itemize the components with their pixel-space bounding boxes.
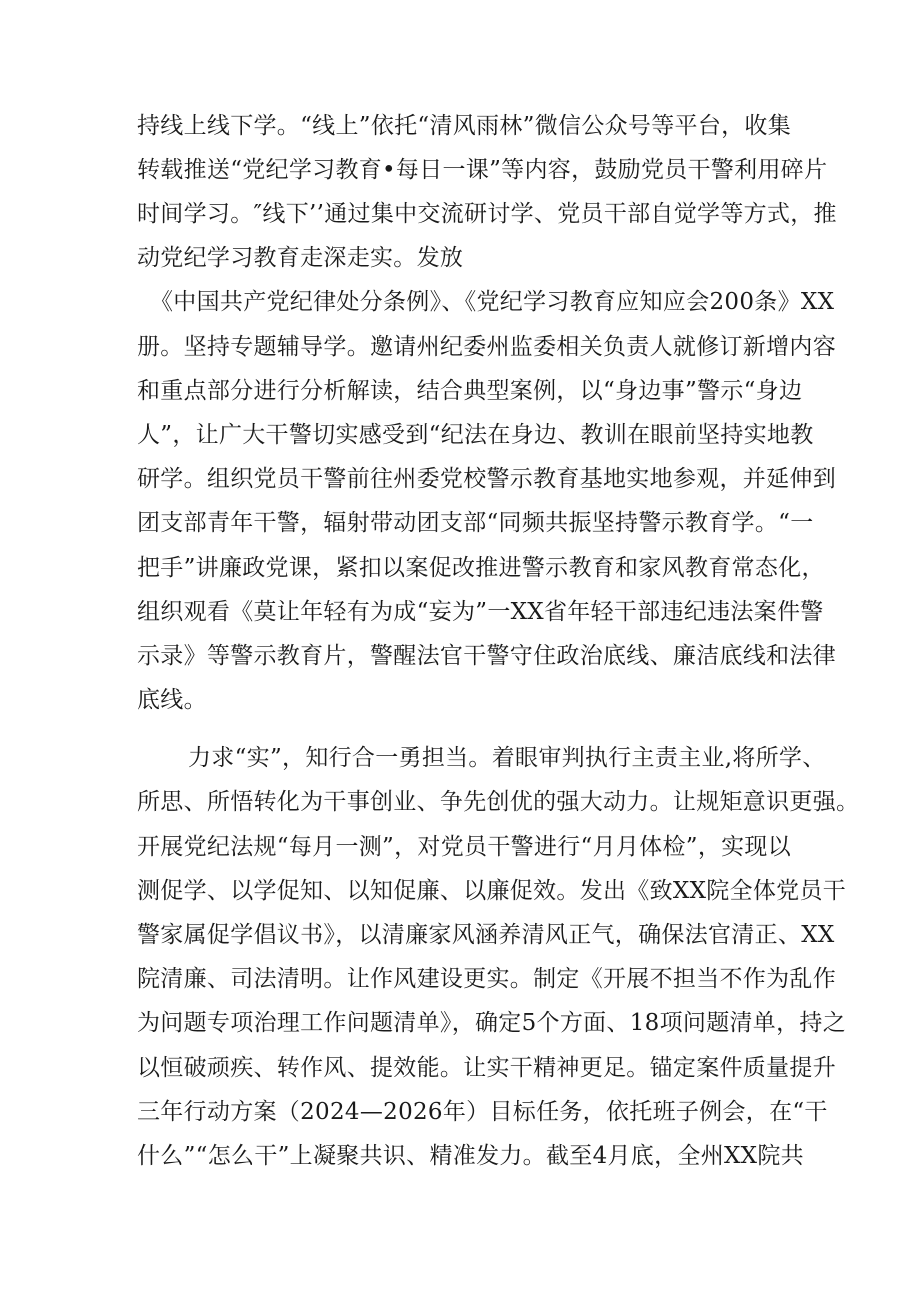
text-line: 转载推送“党纪学习教育•每日一课”等内容，鼓励党员干警利用碎片 bbox=[137, 157, 828, 183]
text-line: 院清廉、司法清明。让作风建设更实。制定《开展不担当不作为乱作 bbox=[137, 966, 836, 992]
text-line: 测促学、以学促知、以知促廉、以廉促效。发出《致XX院全体党员干 bbox=[137, 878, 847, 904]
text-line: 动党纪学习教育走深走实。发放 bbox=[137, 245, 464, 271]
text-line: 组织观看《莫让年轻有为成“妄为”一XX省年轻干部违纪违法案件警 bbox=[137, 599, 824, 625]
text-line: 团支部青年干警，辐射带动团支部“同频共振坚持警示教育学。“一 bbox=[137, 510, 814, 536]
text-line: 研学。组织党员干警前往州委党校警示教育基地实地参观，并延伸到 bbox=[137, 466, 836, 492]
text-line: 三年行动方案（2024—2026年）目标任务，依托班子例会，在“干 bbox=[137, 1099, 828, 1125]
text-line: 人”，让广大干警切实感受到“纪法在身边、教训在眼前坚持实地教 bbox=[137, 422, 814, 448]
text-line: 和重点部分进行分析解读，结合典型案例，以“身边事”警示“身边 bbox=[137, 378, 803, 404]
text-line: 《中国共产党纪律处分条例》、《党纪学习教育应知应会200条》XX bbox=[150, 289, 835, 315]
text-line: 为问题专项治理工作问题清单》，确定5个方面、18项问题清单，持之 bbox=[137, 1010, 846, 1036]
text-line: 册。坚持专题辅导学。邀请州纪委州监委相关负责人就修订新增内容 bbox=[137, 334, 836, 360]
text-line: 把手”讲廉政党课，紧扣以案促改推进警示教育和家风教育常态化， bbox=[137, 555, 825, 581]
text-line: 时间学习。″线下’’通过集中交流研讨学、党员干部自觉学等方式，推 bbox=[137, 201, 837, 227]
text-line: 底线。 bbox=[137, 687, 207, 713]
text-line: 警家属促学倡议书》，以清廉家风涵养清风正气，确保法官清正、XX bbox=[137, 922, 835, 948]
text-line: 开展党纪法规“每月一测”，对党员干警进行“月月体检”，实现以 bbox=[137, 834, 792, 860]
text-line: 什么”“怎么干”上凝聚共识、精准发力。截至4月底，全州XX院共 bbox=[137, 1143, 804, 1169]
text-line: 示录》等警示教育片，警醒法官干警守住政治底线、廉洁底线和法律 bbox=[137, 643, 836, 669]
text-line: 所思、所悟转化为干事创业、争先创优的强大动力。让规矩意识更强。 bbox=[137, 789, 860, 815]
text-line: 力求“实”，知行合一勇担当。着眼审判执行主责主业,将所学、 bbox=[188, 745, 826, 771]
text-line: 持线上线下学。“线上”依托“清风雨林”微信公众号等平台，收集 bbox=[137, 113, 792, 139]
text-line: 以恒破顽疾、转作风、提效能。让实干精神更足。锚定案件质量提升 bbox=[137, 1055, 836, 1081]
